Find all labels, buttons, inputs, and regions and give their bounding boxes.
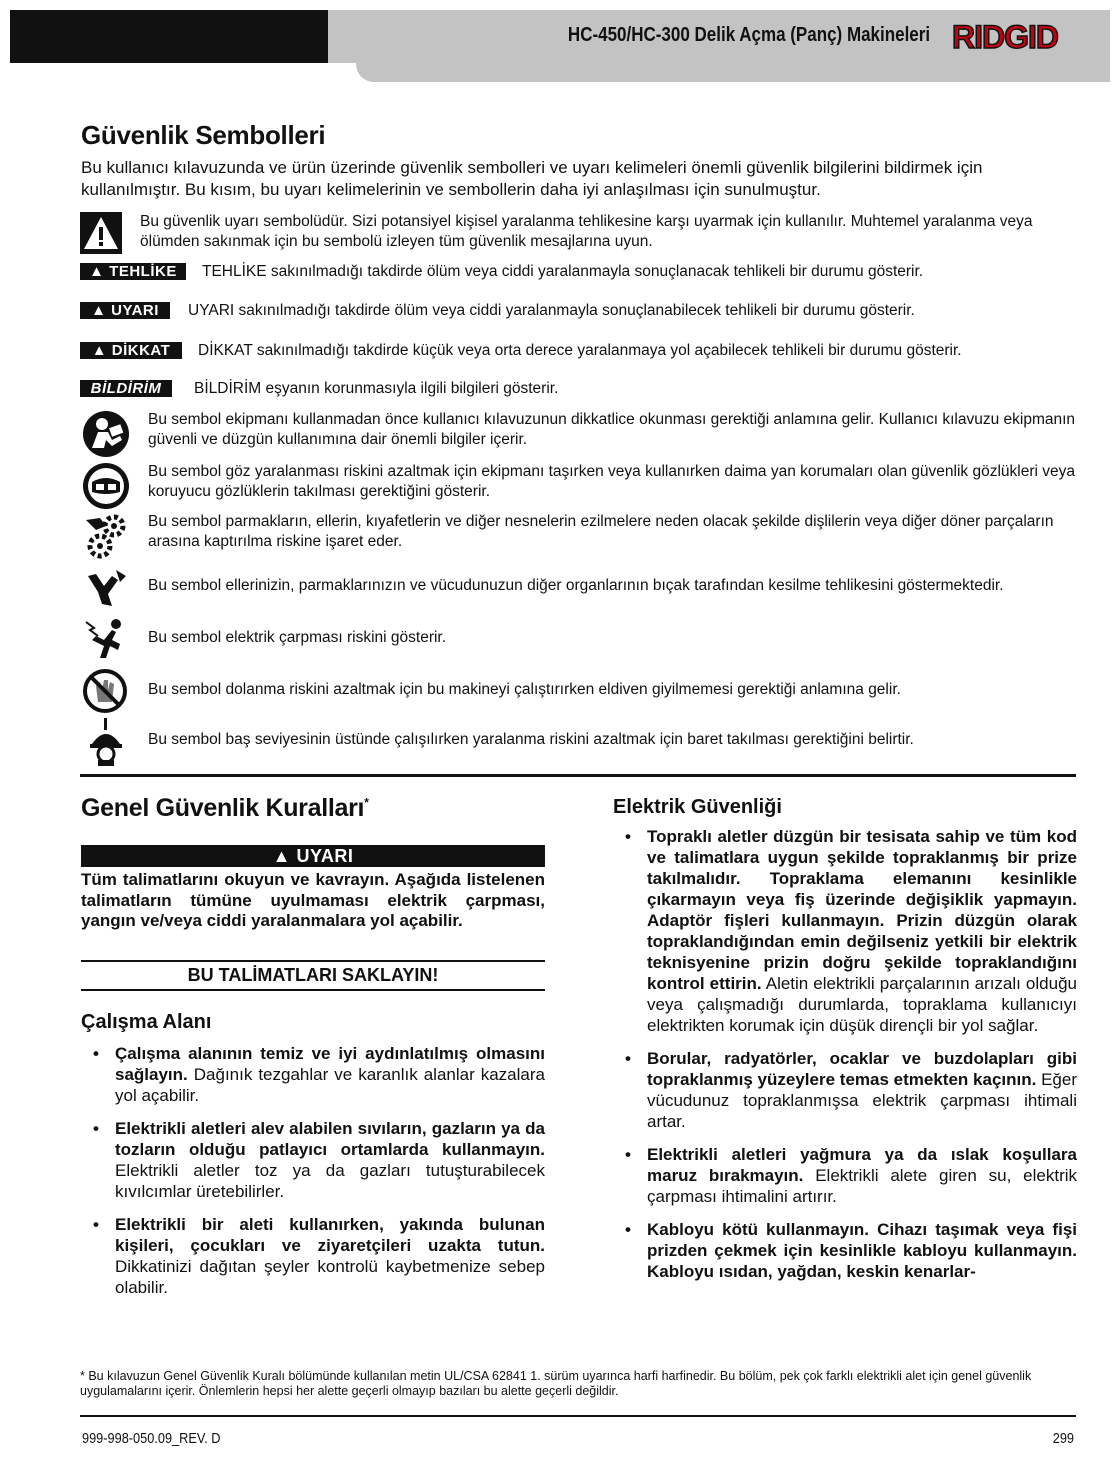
list-item: [613, 1048, 1077, 1132]
symbol-row-glasses: [80, 460, 1080, 510]
doc-number: 999-998-050.09_REV. D: [82, 1430, 221, 1447]
save-rule-bottom: [81, 989, 545, 991]
electrical-item-2-text: Eğer vücudunuz topraklanmışsa elektrik çarpması ihtimali artar.: [647, 1070, 1077, 1131]
caution-badge: ▲ DİKKAT: [80, 342, 182, 359]
warning-text: UYARI sakınılmadığı takdirde ölüm veya ciddi yaralanmayla sonuçlanabilecek tehlikeli bir durumu gösterir.: [188, 302, 915, 319]
signal-row-caution: [80, 342, 1080, 362]
symbol-row-gears: [80, 512, 1080, 562]
electrical-list: [613, 826, 1077, 1294]
work-area-item-3-bold: Elektrikli bir aleti kullanırken, yakında bulunan kişileri, çocukları ve ziyaretçileri uzakta tutun.: [115, 1215, 545, 1255]
danger-badge: ▲ TEHLİKE: [80, 263, 186, 280]
signal-row-notice: [80, 380, 1080, 400]
symbol-row-shock: [80, 616, 1080, 662]
hard-hat-icon: [84, 716, 128, 771]
electrical-item-3-bold: Elektrikli aletleri yağmura ya da ıslak koşullara maruz bırakmayın.: [647, 1145, 1077, 1185]
alert-triangle-icon: [80, 212, 122, 259]
blade-cut-icon: [82, 566, 130, 617]
electrical-safety-title: Elektrik Güvenliği: [613, 796, 782, 818]
symbol-row-manual: [80, 408, 1080, 458]
list-item: [81, 1118, 545, 1202]
header-gray-tab: [356, 63, 1110, 82]
list-item: [81, 1214, 545, 1298]
symbol-row-hardhat: [80, 716, 1080, 766]
caution-label: DİKKAT: [111, 342, 171, 359]
page-header: [10, 10, 1110, 82]
signal-row-danger: [80, 263, 1080, 283]
page-number: 299: [1052, 1430, 1074, 1447]
gear-crush-icon: [82, 512, 130, 565]
gears-symbol-text: Bu sembol parmakların, ellerin, kıyafetlerin ve diğer nesnelerin ezilmelere neden olacak şekilde dişlilerin veya diğer döner parçaların arasına kaptırılma riskine işaret eder.: [148, 513, 1054, 550]
hardhat-symbol-text: Bu sembol baş seviyesinin üstünde çalışılırken yaralanma riskini azaltmak için baret takılması gerektiğini belirtir.: [148, 731, 914, 748]
footer-rule: [80, 1415, 1076, 1417]
gloves-symbol-text: Bu sembol dolanma riskini azaltmak için bu makineyi çalıştırırken eldiven giyilmemesi gerektiği anlamına gelir.: [148, 681, 901, 698]
electrical-item-4-bold: Kabloyu kötü kullanmayın. Cihazı taşımak veya fişi prizden çekmek için kesinlikle kabloyu kullanmayın. Kabloyu ısıdan, yağdan, keskin kenarlar-: [647, 1220, 1077, 1281]
signal-row-warning: [80, 302, 1080, 322]
list-item: [613, 826, 1077, 1036]
notice-label: BİLDİRİM: [90, 380, 162, 397]
danger-text: TEHLİKE sakınılmadığı takdirde ölüm veya ciddi yaralanmayla sonuçlanacak tehlikeli bir durumu gösterir.: [202, 263, 924, 280]
work-area-title: Çalışma Alanı: [81, 1011, 212, 1033]
work-area-item-3-text: Dikkatinizi dağıtan şeyler kontrolü kaybetmenize sebep olabilir.: [115, 1257, 545, 1297]
manual-symbol-text: Bu sembol ekipmanı kullanmadan önce kullanıcı kılavuzunun dikkatlice okunması gerektiği anlamına gelir. Kullanıcı kılavuzu ekipmanın güvenli ve düzgün kullanımına dair önemli bilgiler içerir.: [148, 411, 1076, 448]
list-item: [81, 1043, 545, 1106]
section-title-safety-symbols: Güvenlik Sembolleri: [81, 120, 326, 150]
warning-text-block: Tüm talimatlarını okuyun ve kavrayın. Aşağıda listelenen talimatların tümüne uyulmaması elektrik çarpması, yangın ve/veya ciddi yaralanmalara yol açabilir.: [81, 870, 545, 930]
save-instructions: BU TALİMATLARI SAKLAYIN!: [187, 965, 439, 985]
warning-banner: ▲ UYARI: [81, 845, 545, 867]
general-rules-footnote-mark: *: [364, 795, 369, 810]
general-rules-title: Genel Güvenlik Kuralları: [81, 794, 365, 822]
electrical-item-2-bold: Borular, radyatörler, ocaklar ve buzdolapları gibi topraklanmış yüzeylere temas etmekten kaçının.: [647, 1049, 1077, 1089]
section-divider: [80, 774, 1076, 777]
read-manual-icon: [82, 410, 130, 463]
work-area-list: [81, 1043, 545, 1310]
alert-symbol-text: Bu güvenlik uyarı sembolüdür. Sizi potansiyel kişisel yaralanma tehlikesine karşı uyarmak için kullanılır. Muhtemel yaralanma veya ölümden sakınmak için bu sembolü izleyen tüm güvenlik mesajlarına uyun.: [140, 213, 1033, 250]
work-area-item-1-text: Dağınık tezgahlar ve karanlık alanlar kazalara yol açabilir.: [115, 1065, 545, 1105]
save-rule-top: [81, 960, 545, 962]
safety-glasses-icon: [82, 462, 130, 515]
symbol-row-gloves: [80, 666, 1080, 714]
notice-badge: [80, 380, 172, 397]
footnote: * Bu kılavuzun Genel Güvenlik Kuralı bölümünde kullanılan metin UL/CSA 62841 1. sürüm uyarınca harfi harfinedir. Bu bölüm, pek çok farklı elektrikli alet için genel güvenlik uygulamalarını içerir. Önlemlerin hepsi her alette geçerli olmayıp bazıları bu alette geçerli değildir.: [80, 1369, 1032, 1398]
work-area-item-1-bold: Çalışma alanının temiz ve iyi aydınlatılmış olmasını sağlayın.: [115, 1044, 545, 1084]
shock-symbol-text: Bu sembol elektrik çarpması riskini gösterir.: [148, 629, 447, 646]
warning-badge: ▲ UYARI: [80, 302, 170, 319]
blade-symbol-text: Bu sembol ellerinizin, parmaklarınızın ve vücudunuzun diğer organlarının bıçak tarafından kesilme tehlikesini göstermektedir.: [148, 577, 1004, 594]
symbols-intro: Bu kullanıcı kılavuzunda ve ürün üzerinde güvenlik sembolleri ve uyarı kelimeleri önemli güvenlik bilgilerini bildirmek için kullanılmıştır. Bu kısım, bu uyarı kelimelerinin ve sembollerin daha iyi anlaşılması için sunulmuştur.: [81, 158, 983, 199]
ridgid-logo: [950, 20, 1076, 59]
glasses-symbol-text: Bu sembol göz yaralanması riskini azaltmak için ekipmanı taşırken veya kullanırken daima yan korumaları olan güvenlik gözlükleri veya koruyucu gözlüklerin takılması gerektiğini gösterir.: [148, 463, 1075, 500]
electrical-item-3-text: Elektrikli alete giren su, elektrik çarpması ihtimalini artırır.: [647, 1166, 1078, 1206]
section-title-general-rules: [81, 794, 369, 823]
list-item: [613, 1219, 1077, 1282]
caution-text: DİKKAT sakınılmadığı takdirde küçük veya orta derece yaralanmaya yol açabilecek tehlikeli bir durumu gösterir.: [198, 342, 962, 359]
list-item: [613, 1144, 1077, 1207]
electric-shock-icon: [82, 616, 130, 667]
header-black-bar: [10, 10, 330, 63]
notice-text: BİLDİRİM eşyanın korunmasıyla ilgili bilgileri gösterir.: [194, 380, 559, 397]
warning-label: UYARI: [111, 302, 159, 319]
danger-label: TEHLİKE: [109, 263, 177, 280]
electrical-item-1-bold: Topraklı aletler düzgün bir tesisata sahip ve tüm kod ve talimatlara uygun şekilde topraklanmış bir prize takılmalıdır. Topraklama elemanını kesinlikle çıkarmayın veya fiş üzerinde değişiklik yapmayın. Adaptör fişleri kullanmayın. Prizin düzgün olarak topraklandığından emin değilseniz yetkili bir elektrik teknisyenine prizin doğru şekilde topraklandığını kontrol ettirin.: [647, 827, 1077, 993]
warning-banner-label: UYARI: [296, 846, 354, 866]
symbol-row-blade: [80, 566, 1080, 612]
brand-text: RIDGID: [952, 20, 1058, 54]
alert-symbol-row: [80, 212, 1080, 258]
work-area-item-2-bold: Elektrikli aletleri alev alabilen sıvıların, gazların ya da tozların olduğu patlayıcı ortamlarda kullanmayın.: [115, 1119, 545, 1159]
no-gloves-icon: [82, 668, 128, 719]
work-area-item-2-text: Elektrikli aletler toz ya da gazları tutuşturabilecek kıvılcımlar üretebilirler.: [115, 1161, 545, 1201]
electrical-item-1-text: Aletin elektrikli parçalarının arızalı olduğu veya çalışmadığı durumlarda, topraklama kullanıcıyı elektrikten korumak için düşük dirençli bir yol sağlar.: [647, 974, 1077, 1035]
header-title: HC-450/HC-300 Delik Açma (Panç) Makineleri: [567, 24, 930, 46]
